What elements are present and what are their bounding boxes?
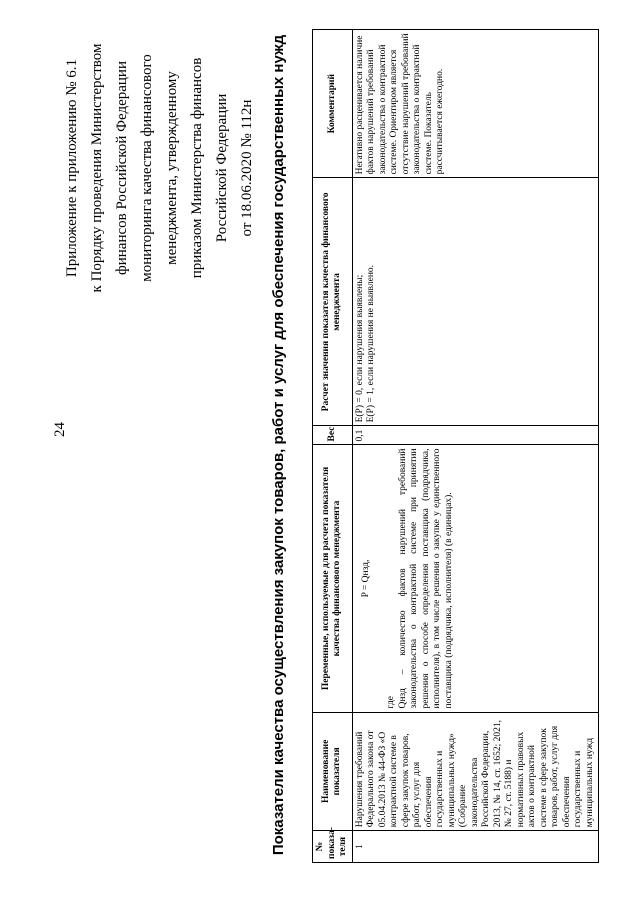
header-calc: Расчет значения показателя качества финансового менеджмента — [313, 178, 353, 426]
cell-comment: Негативно расценивается наличие фактов нарушений требований законодательства о контрактной системе. Ориентиром является отсутствие нарушений требований законодательства о контрактной системе. Показатель рассчитывается ежегодно. — [352, 30, 599, 178]
header-vars: Переменные, используемые для расчета показателя качества финансового менеджмента — [313, 445, 353, 712]
header-line: финансов Российской Федерации — [114, 61, 130, 275]
header-num: № показа-теля — [313, 831, 353, 863]
table-header-row — [313, 30, 353, 863]
header-line: Приложение к приложению № 6.1 — [64, 58, 80, 278]
appendix-header — [60, 33, 260, 303]
header-name: Наименование показателя — [313, 712, 353, 831]
header-line: от 18.06.2020 № 112н — [239, 99, 255, 237]
header-line: Российской Федерации — [214, 93, 230, 243]
cell-name: Нарушения требований Федерального закона от 05.04.2013 № 44-ФЗ «О контрактной системе в сфере закупок товаров, работ, услуг для обеспечения государственных и муниципальных нужд» (Собрание законодательства Российской Федерации, 2013, № 14, ст. 1652; 2021, № 27, ст. 5188) и нормативных правовых актов о контрактной системе в сфере закупок товаров, работ, услуг для обеспечения государственных и муниципальных нужд — [352, 712, 599, 831]
table-row — [352, 30, 599, 863]
calc-line: E(P) = 0, если нарушения выявлены; — [354, 274, 365, 423]
header-line: к Порядку проведения Министерством — [89, 43, 105, 293]
header-weight: Вес — [313, 426, 353, 445]
calc-line: E(P) = 1, если нарушения не выявлено. — [366, 264, 376, 423]
cell-calc — [352, 178, 599, 426]
variable-description: Qнзд – количество фактов нарушений требований законодательства о контрактной системе при принятии решения о способе определения поставщика (подрядчика, исполнителя), в том числе решения о закупке у единственного поставщика (подрядчика, исполнителя) (в единицах). — [397, 448, 454, 709]
cell-weight: 0,1 — [352, 426, 599, 445]
header-line: менеджмента, утвержденному — [164, 71, 180, 265]
header-line: приказом Министерства финансов — [189, 57, 205, 279]
cell-num: 1 — [352, 831, 599, 863]
header-line: мониторинга качества финансового — [139, 54, 155, 282]
header-comment: Комментарий — [313, 30, 353, 178]
indicators-table — [312, 29, 599, 863]
cell-vars — [352, 445, 599, 712]
formula: P = Qнзд, — [360, 559, 371, 598]
where-label: где — [386, 696, 396, 709]
page-number: 24 — [52, 422, 68, 437]
document-title: Показатели качества осуществления закупок товаров, работ и услуг для обеспечения государственных нужд — [270, 34, 287, 856]
